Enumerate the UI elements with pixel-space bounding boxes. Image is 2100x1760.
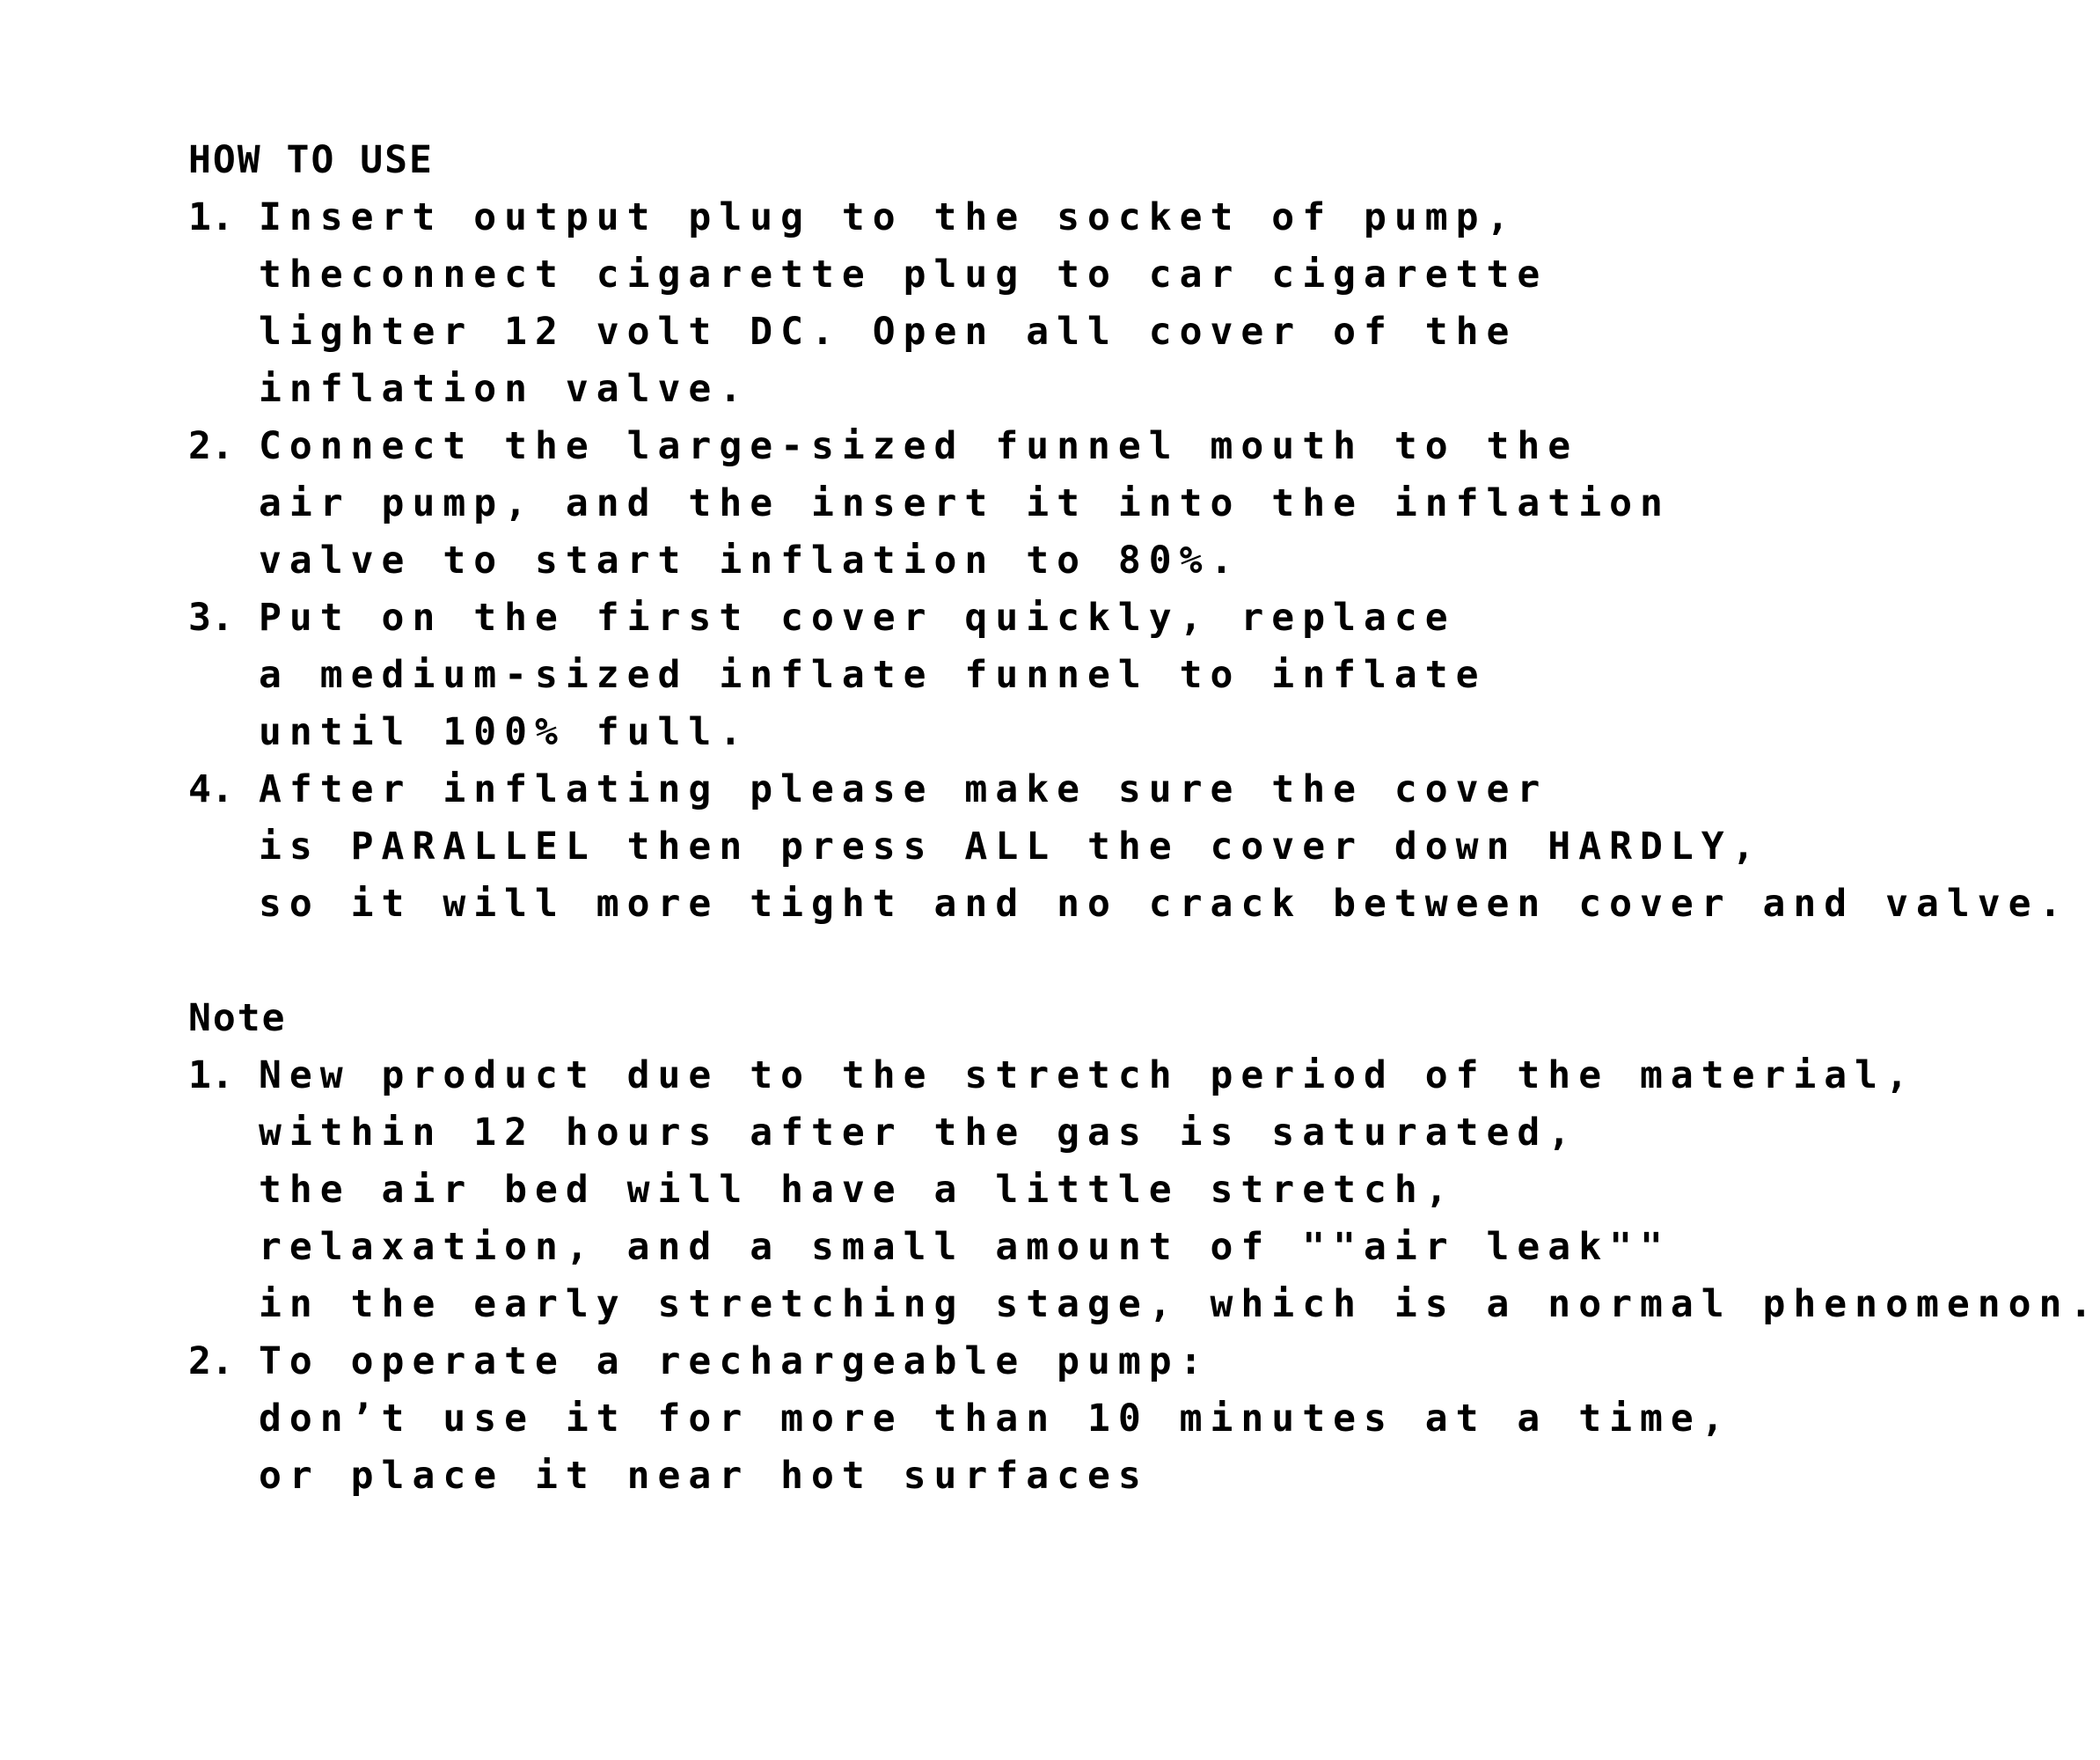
note-item <box>188 1333 1737 1505</box>
section-spacer <box>188 933 1737 990</box>
how-to-use-step <box>188 189 1737 418</box>
note-line: don’t use it for more than 10 minutes at a time, <box>259 1397 1732 1441</box>
step-number: 2. <box>188 424 234 468</box>
how-to-use-step <box>188 761 2070 933</box>
note-number: 2. <box>188 1339 234 1383</box>
note-line: in the early stretching stage, which is a normal phenomenon. <box>259 1282 2100 1326</box>
note-text <box>259 1047 2100 1333</box>
how-to-use-heading: HOW TO USE <box>188 138 434 182</box>
step-line: After inflating please make sure the cover <box>259 767 1548 811</box>
instruction-document <box>188 132 2100 1505</box>
how-to-use-step <box>188 418 1737 590</box>
step-line: theconnect cigarette plug to car cigarette <box>259 253 1548 297</box>
step-number: 4. <box>188 767 234 811</box>
note-line: New product due to the stretch period of the material, <box>259 1053 1916 1097</box>
step-text <box>259 189 1548 418</box>
step-line: Put on the first cover quickly, replace <box>259 596 1456 640</box>
step-line: lighter 12 volt DC. Open all cover of the <box>259 310 1518 354</box>
step-line: inflation valve. <box>259 367 750 411</box>
how-to-use-step <box>188 590 1737 761</box>
step-line: a medium-sized inflate funnel to inflate <box>259 653 1487 697</box>
note-text <box>259 1333 1732 1505</box>
note-line: the air bed will have a little stretch, <box>259 1168 1456 1212</box>
note-heading: Note <box>188 996 287 1040</box>
step-line: valve to start inflation to 80%. <box>259 539 1241 583</box>
step-line: is PARALLEL then press ALL the cover down HARDLY, <box>259 825 1763 869</box>
step-text <box>259 761 2069 933</box>
note-item <box>188 1047 2100 1333</box>
note-line: within 12 hours after the gas is saturated, <box>259 1111 1579 1155</box>
step-line: until 100% full. <box>259 710 750 754</box>
note-line: relaxation, and a small amount of ""air leak"" <box>259 1225 1671 1269</box>
step-line: air pump, and the insert it into the inflation <box>259 481 1671 525</box>
note-number: 1. <box>188 1053 234 1097</box>
note-line: or place it near hot surfaces <box>259 1454 1149 1498</box>
step-line: Insert output plug to the socket of pump, <box>259 195 1518 239</box>
step-number: 3. <box>188 596 234 640</box>
step-text <box>259 590 1487 761</box>
step-line: so it will more tight and no crack between cover and valve. <box>259 882 2070 926</box>
step-number: 1. <box>188 195 234 239</box>
note-line: To operate a rechargeable pump: <box>259 1339 1211 1383</box>
step-text <box>259 418 1671 590</box>
step-line: Connect the large-sized funnel mouth to the <box>259 424 1579 468</box>
